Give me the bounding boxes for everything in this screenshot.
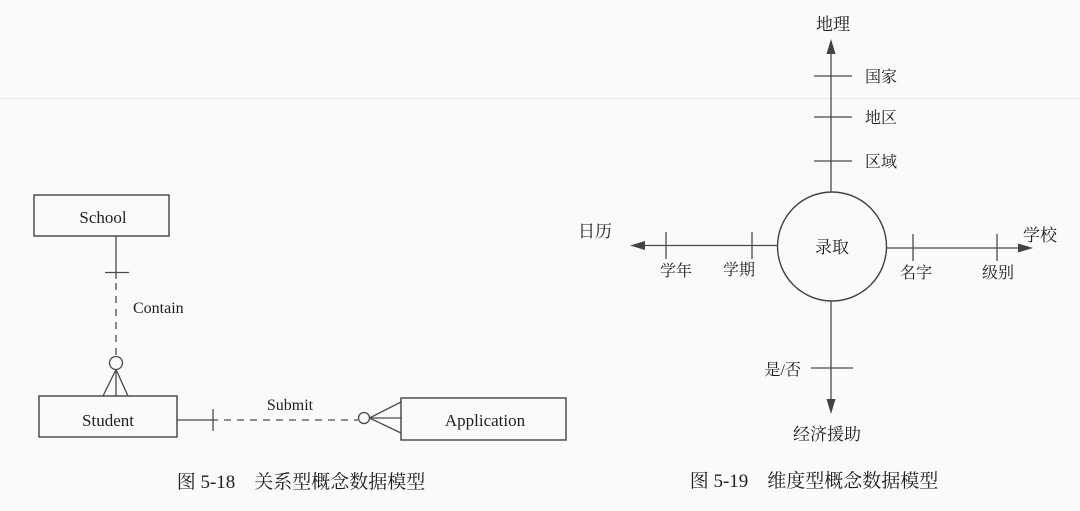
contain-zero-circle	[110, 357, 123, 370]
geography-axis-title: 地理	[816, 15, 850, 34]
contain-relationship-label: Contain	[133, 300, 184, 317]
dim-figure-caption: 图 5-19 维度型概念数据模型	[689, 471, 939, 492]
er-figure-caption: 图 5-18 关系型概念数据模型	[176, 472, 426, 493]
geography-tick-2-label: 地区	[865, 110, 898, 127]
entity-school-label: School	[79, 208, 127, 227]
geography-tick-1-label: 国家	[865, 69, 898, 86]
geography-tick-3-label: 区域	[865, 154, 898, 171]
financial-aid-axis-title: 经济援助	[793, 425, 861, 444]
entity-application-label: Application	[444, 411, 526, 430]
submit-relationship-label: Submit	[266, 397, 314, 414]
school-tick-1-label: 名字	[899, 265, 933, 282]
calendar-axis-title: 日历	[578, 222, 612, 241]
financial-aid-tick-1-label: 是/否	[764, 362, 801, 379]
calendar-tick-1-label: 学年	[659, 263, 693, 280]
school-tick-2-label: 级别	[981, 265, 1015, 282]
school-axis-title: 学校	[1023, 226, 1057, 245]
submit-zero-circle	[359, 413, 370, 424]
fact-label: 录取	[815, 238, 849, 257]
calendar-tick-2-label: 学期	[722, 262, 756, 279]
entity-student-label: Student	[82, 411, 134, 430]
